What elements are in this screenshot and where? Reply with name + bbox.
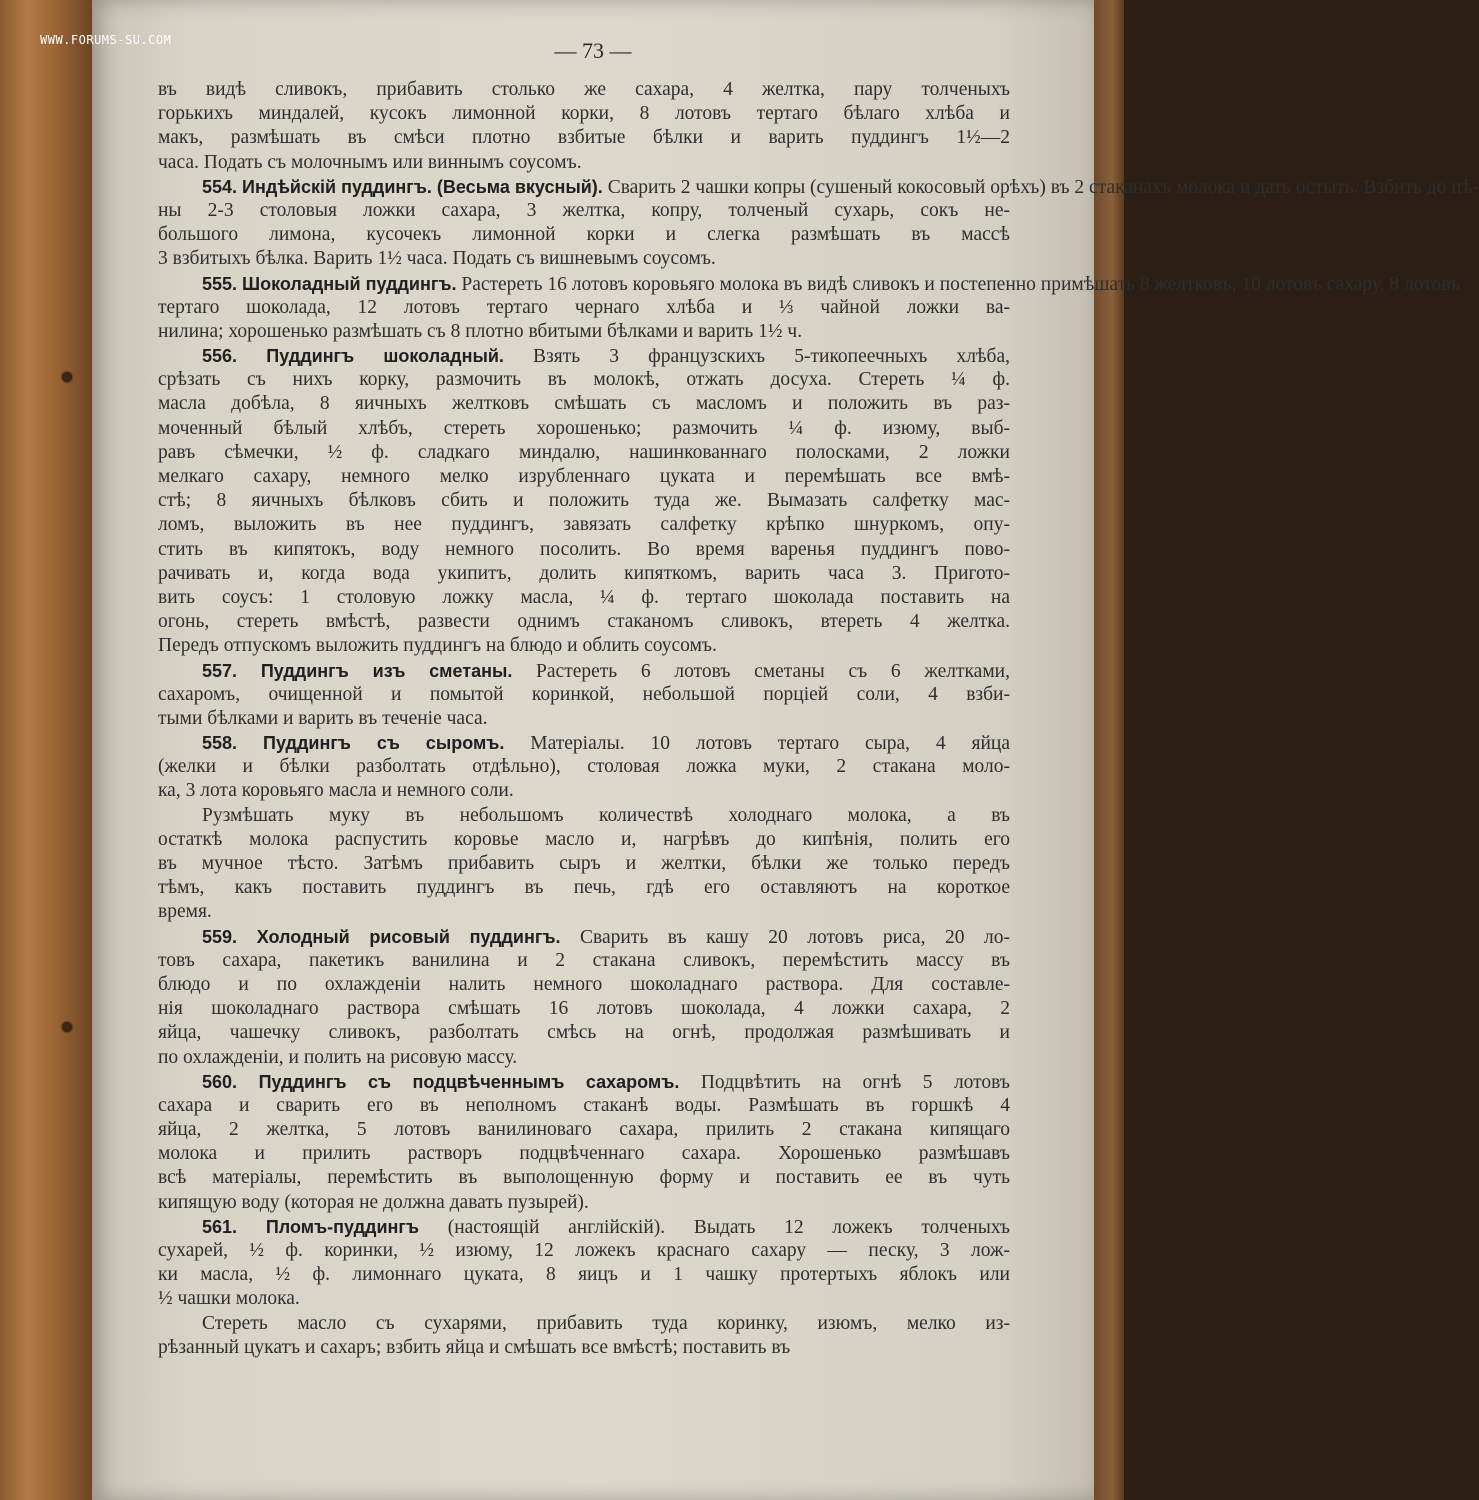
text-line [158,659,1010,683]
line-text: блюдо и по охлажденіи налить немного шоколаднаго раствора. Для составле- [158,973,1010,995]
text-paragraph [158,78,1010,175]
line-text: тертаго шоколада, 12 лотовъ тертаго чернаго хлѣба и ⅓ чайной ложки ва- [158,296,1010,318]
line-text: Сварить 2 чашки копры (сушеный кокосовый орѣхъ) въ 2 стаканахъ молока и дать остыть. Взбить до пѣ- [607,176,1479,198]
line-text: рачивать и, когда вода укипитъ, долить кипяткомъ, варить часа 3. Пригото- [158,562,1010,584]
line-text: стѣ; 8 яичныхъ бѣлковъ сбить и положить туда же. Вымазать салфетку мас- [158,490,1010,512]
line-text: яйца, чашечку сливокъ, разболтать смѣсь на огнѣ, продолжая размѣшивать и [158,1022,1010,1044]
line-text: стить въ кипятокъ, воду немного посолить. Во время варенья пуддингъ пово- [158,538,1010,560]
line-text: (настоящій англійскій). Выдать 12 ложекъ толченыхъ [447,1216,1010,1238]
text-line [158,876,1010,900]
line-text: остаткѣ молока распустить коровье масло и, нагрѣвъ до кипѣнія, полить его [158,828,1010,850]
line-text: ки масла, ½ ф. лимоннаго цуката, 8 яицъ и 1 чашку протертыхъ яблокъ или [158,1264,1010,1286]
text-line [158,102,1010,126]
line-text: нилина; хорошенько размѣшать съ 8 плотно вбитыми бѣлками и варить 1½ ч. [158,320,803,342]
line-text: срѣзать съ нихъ корку, размочить въ молокѣ, отжать досуха. Стереть ¼ ф. [158,369,1010,391]
text-line [158,417,1010,441]
text-line [158,1336,1010,1360]
text-line [158,925,1010,949]
line-text: большого лимона, кусочекъ лимонной корки и слегка размѣшать въ массѣ [158,224,1010,246]
line-text: тыми бѣлками и варить въ теченіе часа. [158,707,488,729]
text-line [158,852,1010,876]
recipe-heading: 556. Пуддингъ шоколадный. [202,346,504,367]
text-line [158,320,1010,344]
text-line [158,465,1010,489]
text-line [158,949,1010,973]
text-line [158,1094,1010,1118]
page-text [158,78,1479,1360]
line-text: часа. Подать съ молочнымъ или виннымъ соусомъ. [158,151,582,173]
text-line [158,804,1010,828]
recipe-paragraph [158,1070,1010,1215]
text-line [158,1046,1010,1070]
text-line [158,1263,1010,1287]
text-line [158,755,1010,779]
text-line [158,634,1010,658]
book-page [92,0,1479,1500]
line-text: ½ чашки молока. [158,1288,300,1310]
line-text: Сварить въ кашу 20 лотовъ риса, 20 ло- [580,926,1011,948]
line-text: масла добѣла, 8 яичныхъ желтковъ смѣшать съ масломъ и положить въ раз- [158,393,1010,415]
line-text: (желки и бѣлки разболтать отдѣльно), столовая ложка муки, 2 стакана моло- [158,756,1010,778]
line-text: сухарей, ½ ф. коринки, ½ изюму, 12 ложекъ краснаго сахару — песку, 3 лож- [158,1240,1010,1261]
line-text: по охлажденіи, и полить на рисовую массу. [158,1046,518,1068]
line-text: ломъ, выложить въ нее пуддингъ, завязать салфетку крѣпко шнуркомъ, опу- [158,514,1010,536]
line-text: Растереть 16 лотовъ коровьяго молока въ видѣ сливокъ и постепенно примѣшать 8 желтковъ, 10 лотовъ сахару, 8 лотовъ [461,273,1461,295]
line-text: Матеріалы. 10 лотовъ тертаго сыра, 4 яйца [530,733,1010,755]
text-line [158,1287,1010,1311]
text-line [158,538,1010,562]
line-text: кипящую воду (которая не должна давать пузырей). [158,1191,589,1213]
line-text: Растереть 6 лотовъ сметаны съ 6 желтками, [536,660,1010,682]
text-line [158,1142,1010,1166]
watermark-text: WWW.FORUMS-SU.COM [40,33,172,47]
text-line [158,199,1010,223]
line-text: тѣмъ, какъ поставить пуддингъ въ печь, гдѣ его оставляютъ на короткое [158,877,1010,899]
line-text: горькихъ миндалей, кусокъ лимонной корки, 8 лотовъ тертаго бѣлаго хлѣба и [158,103,1010,125]
text-line [158,344,1010,368]
text-line [158,586,1010,610]
line-text: Стереть масло съ сухарями, прибавить туда коринку, изюмъ, мелко из- [202,1312,1010,1334]
text-line [158,392,1010,416]
line-text: Взять 3 французскихъ 5-тикопеечныхъ хлѣба, [533,346,1011,368]
text-line [158,223,1010,247]
text-line [158,151,1010,175]
line-text: ны 2-3 столовыя ложки сахара, 3 желтка, копру, толченый сухарь, сокъ не- [158,199,1010,221]
book-binding-left [0,0,92,1500]
text-line [158,973,1010,997]
line-text: макъ, размѣшать въ смѣси плотно взбитые бѣлки и варить пуддингъ 1½—2 [158,127,1010,149]
binding-stitch [62,372,72,382]
line-text: яйца, 2 желтка, 5 лотовъ ванилиноваго сахара, прилить 2 стакана кипящаго [158,1119,1010,1141]
text-line [158,368,1010,392]
text-line [158,247,1010,271]
recipe-paragraph [158,925,1010,1070]
line-text: мелкаго сахару, немного мелко изрубленнаго цуката и перемѣшать все вмѣ- [158,466,1010,487]
text-line [158,779,1010,803]
recipe-heading: 558. Пуддингъ съ сыромъ. [202,733,505,754]
recipe-paragraph [158,731,1010,804]
text-line [158,489,1010,513]
text-line [158,1070,1010,1094]
text-line [158,1239,1010,1263]
text-line [158,900,1010,924]
line-text: товъ сахара, пакетикъ ванилина и 2 стакана сливокъ, перемѣстить массу въ [158,949,1010,971]
line-text: сахаромъ, очищенной и помытой коринкой, небольшой порціей соли, 4 взби- [158,683,1010,705]
line-text: въ мучное тѣсто. Затѣмъ прибавить сыръ и желтки, бѣлки же только передъ [158,853,1010,874]
text-line [158,126,1010,150]
text-line [158,1215,1010,1239]
text-line [158,1118,1010,1142]
binding-stitch [62,1022,72,1032]
text-line [158,997,1010,1021]
text-paragraph [158,804,1010,925]
text-paragraph [158,1312,1010,1360]
line-text: огонь, стереть вмѣстѣ, развести однимъ стаканомъ сливокъ, втереть 4 желтка. [158,611,1010,633]
recipe-paragraph [158,659,1010,732]
text-line [158,1312,1010,1336]
line-text: нія шоколаднаго раствора смѣшать 16 лотовъ шоколада, 4 ложки сахара, 2 [158,998,1010,1020]
line-text: всѣ матеріалы, перемѣстить въ выполощенную форму и поставить ее въ чуть [158,1167,1010,1189]
text-line [158,731,1010,755]
line-text: равъ сѣмечки, ½ ф. сладкаго миндалю, нашинкованнаго полосками, 2 ложки [158,441,1010,463]
line-text: Подцвѣтить на огнѣ 5 лотовъ [700,1071,1010,1093]
line-text: ка, 3 лота коровьяго масла и немного соли. [158,780,514,802]
recipe-heading: 555. Шоколадный пуддингъ. [202,273,457,294]
recipe-heading: 560. Пуддингъ съ подцвѣченнымъ сахаромъ. [202,1071,680,1092]
recipe-paragraph [158,344,1010,658]
line-text: Передъ отпускомъ выложить пуддингъ на блюдо и облить соусомъ. [158,635,717,657]
text-line [158,562,1010,586]
recipe-paragraph [158,1215,1010,1312]
line-text: время. [158,901,212,923]
recipe-heading: 561. Пломъ-пуддингъ [202,1216,420,1237]
line-text: рѣзанный цукатъ и сахаръ; взбить яйца и смѣшать все вмѣстѣ; поставить въ [158,1336,791,1358]
text-line [158,1021,1010,1045]
text-line [158,78,1010,102]
text-line [158,175,1479,199]
book-binding-right [1094,0,1124,1500]
page-number: — 73 — [554,38,632,63]
line-text: молока и прилить растворъ подцвѣченнаго сахара. Хорошенько размѣшавъ [158,1143,1010,1165]
line-text: вить соусъ: 1 столовую ложку масла, ¼ ф. тертаго шоколада поставить на [158,586,1010,608]
text-line [158,828,1010,852]
line-text: моченный бѣлый хлѣбъ, стереть хорошенько; размочить ¼ ф. изюму, выб- [158,417,1010,439]
text-line [158,707,1010,731]
line-text: сахара и сварить его въ неполномъ стаканѣ воды. Размѣшать въ горшкѣ 4 [158,1094,1010,1116]
text-line [158,683,1010,707]
recipe-heading: 557. Пуддингъ изъ сметаны. [202,660,513,681]
line-text: Рузмѣшать муку въ небольшомъ количествѣ холоднаго молока, а въ [202,804,1010,826]
line-text: въ видѣ сливокъ, прибавить столько же сахара, 4 желтка, пару толченыхъ [158,79,1010,100]
text-line [158,610,1010,634]
text-line [158,1166,1010,1190]
line-text: 3 взбитыхъ бѣлка. Варить 1½ часа. Подать съ вишневымъ соусомъ. [158,248,716,270]
recipe-heading: 554. Индѣйскій пуддингъ. (Весьма вкусный). [202,176,603,197]
recipe-heading: 559. Холодный рисовый пуддингъ. [202,926,561,947]
recipe-paragraph [158,175,1479,272]
text-line [158,441,1010,465]
text-line [158,296,1010,320]
text-line [158,1191,1010,1215]
recipe-paragraph [158,272,1461,345]
text-line [158,272,1461,296]
text-line [158,513,1010,537]
